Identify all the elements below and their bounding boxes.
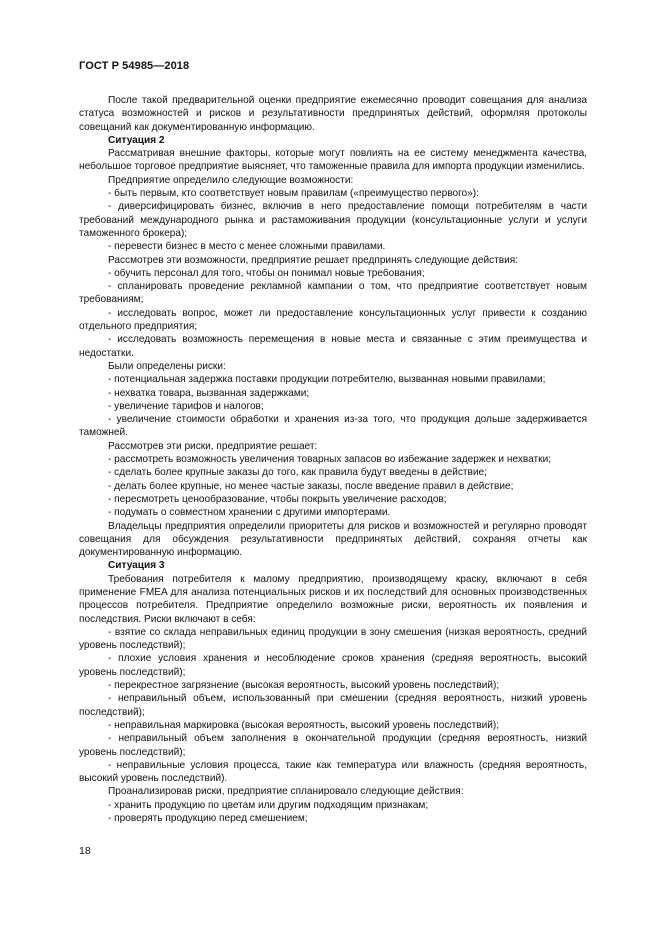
paragraph: Рассматривая внешние факторы, которые могут повлиять на ее систему менеджмента качества, небольшое торговое предприятие выясняет, что таможенные правила для импорта продукции изменились. <box>79 148 587 173</box>
list-item: - взятие со склада неправильных единиц продукции в зону смешения (низкая вероятность, средний уровень последствий); <box>79 626 587 652</box>
paragraph: Рассмотрев эти возможности, предприятие решает предпринять следующие действия: <box>108 254 519 266</box>
list-item: - спланировать проведение рекламной кампании о том, что предприятие соответствует новым требованиям; <box>79 281 587 306</box>
list-item: - подумать о совместном хранении с другими импортерами. <box>108 507 391 519</box>
paragraph: Требования потребителя к малому предприятию, производящему краску, включают в себя применение FMEA для анализа потенциальных рисков и их последствий для основных производственных процессов потребителя. Предприятие определило возможные риски, вероятность их появления и последствия. Риски включают в себя: <box>79 573 587 625</box>
document-header: ГОСТ Р 54985—2018 <box>79 60 190 72</box>
page-body <box>79 94 587 825</box>
list-item: - неправильная маркировка (высокая вероятность, высокий уровень последствий); <box>108 719 500 731</box>
list-item: - обучить персонал для того, чтобы он понимал новые требования; <box>108 267 425 279</box>
paragraph: После такой предварительной оценки предприятие ежемесячно проводит совещания для анализа статуса возможностей и рисков и результативности предпринятых действий, оформляя протоколы совещаний как документированную информацию. <box>79 95 587 133</box>
list-item: - потенциальная задержка поставки продукции потребителю, вызванная новыми правилами; <box>108 374 546 386</box>
paragraph: Рассмотрев эти риски, предприятие решает: <box>108 440 318 452</box>
list-item: - рассмотреть возможность увеличения товарных запасов во избежание задержек и нехватки; <box>108 454 552 466</box>
list-item: - плохие условия хранения и несоблюдение сроков хранения (средняя вероятность, высокий уровень последствий); <box>79 653 587 678</box>
list-item: - сделать более крупные заказы до того, как правила будут введены в действие; <box>108 467 487 479</box>
list-item: - неправильный объем, использованный при смешении (средняя вероятность, низкий уровень последствий); <box>79 693 587 718</box>
paragraph: Проанализировав риски, предприятие спланировало следующие действия: <box>108 786 464 798</box>
situation-heading: Ситуация 3 <box>108 560 165 572</box>
list-item: - делать более крупные, но менее частые заказы, после введение правил в действие; <box>108 480 514 492</box>
list-item: - перекрестное загрязнение (высокая вероятность, высокий уровень последствий); <box>108 680 500 692</box>
list-item: - пересмотреть ценообразование, чтобы покрыть увеличение расходов; <box>108 493 447 505</box>
page-number: 18 <box>79 845 91 857</box>
paragraph: Предприятие определило следующие возможности: <box>108 174 354 186</box>
list-item: - неправильные условия процесса, такие как температура или влажность (средняя вероятность, высокий уровень последствий). <box>79 759 587 785</box>
list-item: - исследовать возможность перемещения в новые места и связанные с этим преимущества и недостатки. <box>79 334 587 359</box>
situation-heading: Ситуация 2 <box>108 134 165 146</box>
paragraph: Владельцы предприятия определили приоритеты для рисков и возможностей и регулярно проводят совещания для обсуждения результативности предпринятых действий, сохраняя отчеты как документированную информацию. <box>79 520 587 559</box>
list-item: - перевести бизнес в место с менее сложными правилами. <box>108 241 386 253</box>
list-item: - диверсифицировать бизнес, включив в него предоставление помощи потребителям в части требований международного рынка и растаможивания продукции (консультационные услуги и услуги таможенного брокера); <box>79 201 587 239</box>
list-item: - увеличение тарифов и налогов; <box>108 400 264 412</box>
list-item: - хранить продукцию по цветам или другим подходящим признакам; <box>108 799 429 811</box>
list-item: - исследовать вопрос, может ли предоставление консультационных услуг привести к созданию отдельного предприятия; <box>79 307 587 333</box>
list-item: - быть первым, кто соответствует новым правилам («преимущество первого»): <box>108 188 479 200</box>
list-item: - нехватка товара, вызванная задержками; <box>108 387 310 399</box>
list-item: - проверять продукцию перед смешением; <box>108 813 308 825</box>
list-item: - увеличение стоимости обработки и хранения из-за того, что продукция дольше задерживается таможней. <box>79 414 587 439</box>
list-item: - неправильный объем заполнения в окончательной продукции (средняя вероятность, низкий уровень последствий); <box>79 733 587 758</box>
paragraph: Были определены риски: <box>108 360 226 372</box>
